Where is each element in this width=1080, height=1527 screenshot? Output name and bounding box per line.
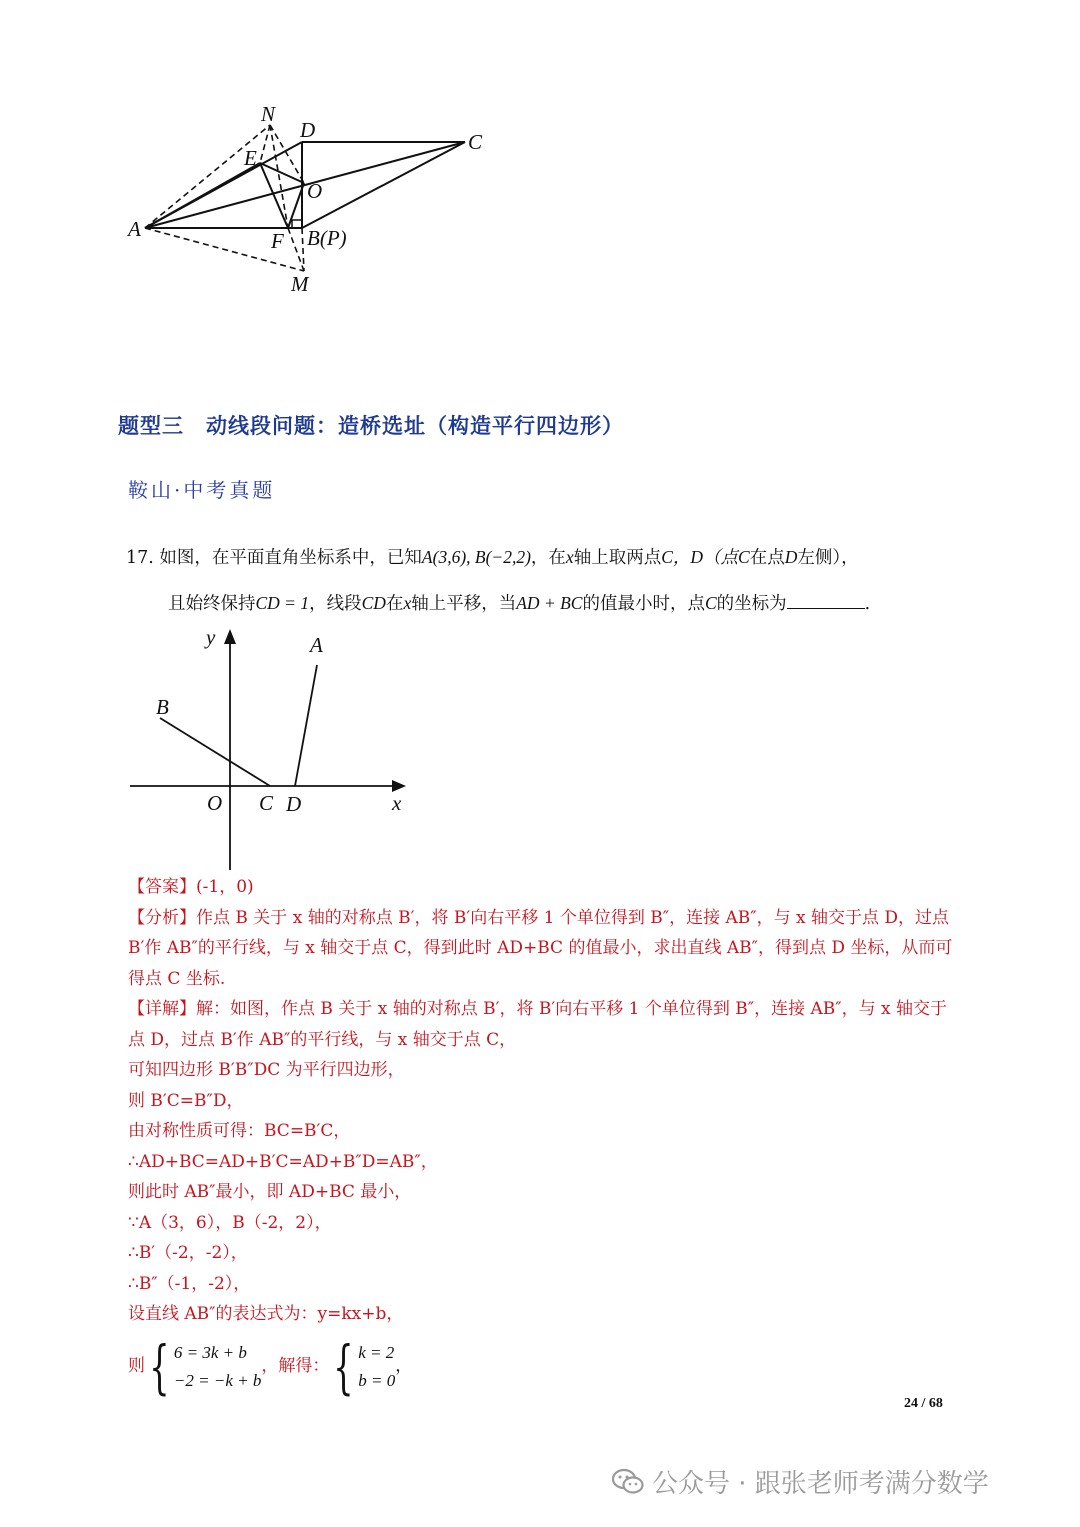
system-equation-2: −2 = −k + b	[173, 1370, 262, 1390]
label-C: C	[259, 791, 274, 815]
y-axis-arrow	[224, 629, 236, 644]
question-text: .	[864, 594, 871, 614]
system-end: ，	[395, 1356, 413, 1377]
question-text: 在	[385, 594, 404, 614]
fig1-label-F: F	[271, 229, 284, 253]
label-B: B	[156, 695, 169, 719]
solution-step: ∵A（3，6），B（-2，2），	[128, 1212, 332, 1233]
solution-step: 则此时 AB″最小，即 AD+BC 最小，	[128, 1182, 412, 1202]
section-number: 题型三	[118, 414, 184, 438]
detail-paragraph: 【详解】解：如图，作点 B 关于 x 轴的对称点 B′，将 B′向右平移 1 个单位得到 B″，连接 AB″，与 x 轴交于点 D，过点 B′作 AB″的平行线，与 x 轴交于点 C，	[128, 999, 947, 1050]
solution-step: 则 B′C=B″D，	[128, 1090, 244, 1111]
question-text: 的值最小时，点	[582, 594, 705, 614]
watermark	[612, 1463, 989, 1500]
answer-blank	[787, 590, 865, 609]
segment-BC	[160, 718, 270, 786]
question-math: AD + BC	[516, 593, 583, 613]
question-number: 17.	[126, 548, 154, 568]
question-math-points: A(3,6), B(−2,2)	[421, 547, 531, 567]
label-y: y	[206, 625, 216, 649]
segment-AD	[295, 665, 317, 786]
section-title	[118, 410, 624, 440]
solution-step: ∴AD+BC=AD+B′C=AD+B″D=AB″，	[128, 1151, 438, 1172]
analysis-paragraph: 【分析】作点 B 关于 x 轴的对称点 B′，将 B′向右平移 1 个单位得到 B″，连接 AB″，与 x 轴交于点 D，过点 B′作 AB″的平行线，与 x 轴交于点 C，得到此时 AD+BC 的值最小，求出直线 AB″，得到点 D 坐标，从而可得点 C 坐标.	[128, 907, 953, 989]
system-equation-1: 6 = 3k + b	[173, 1342, 247, 1362]
question-text: ，线段	[309, 594, 362, 614]
question-text: 在点	[749, 548, 785, 568]
fig1-label-O: O	[307, 179, 323, 203]
solution-step: 设直线 AB″的表达式为：y=kx+b，	[128, 1304, 404, 1324]
fig1-dashed-FM	[288, 228, 304, 271]
question-text: 且始终保持	[168, 594, 256, 614]
question-text: 轴上取两点	[573, 548, 662, 568]
fig1-label-A: A	[128, 217, 141, 241]
fig1-segment-AE	[145, 163, 260, 228]
question-text: 的坐标为	[716, 594, 787, 614]
question-math: CD	[361, 593, 386, 613]
page-number: 24 / 68	[904, 1396, 943, 1411]
solution-step: ∴B′（-2，-2），	[128, 1243, 248, 1263]
left-brace-icon: {	[149, 1332, 170, 1401]
solution-step: ∴B″（-1，-2），	[128, 1273, 251, 1294]
left-brace-icon: {	[333, 1332, 354, 1401]
solved-system	[358, 1339, 395, 1395]
fig1-label-E: E	[244, 146, 257, 170]
system-mid-text: ，解得：	[261, 1356, 330, 1377]
question-math-d: D	[784, 547, 798, 567]
equation-system-row	[128, 1334, 958, 1400]
fig1-segment-AC	[145, 142, 465, 228]
fig1-segment-BC	[302, 142, 465, 228]
question-math: CD = 1	[255, 593, 310, 613]
question-math-c: C	[738, 547, 750, 567]
equation-system	[174, 1339, 261, 1395]
fig1-dashed-AN	[145, 125, 270, 228]
solution-step: 由对称性质可得：BC=B′C，	[128, 1121, 351, 1141]
question-text: 轴上平移，当	[411, 594, 517, 614]
solution-step: 可知四边形 B′B″DC 为平行四边形，	[128, 1060, 405, 1080]
label-x: x	[392, 791, 402, 815]
watermark-text: 公众号 · 跟张老师考满分数学	[652, 1469, 989, 1499]
answer-line: 【答案】(-1，0)	[128, 877, 254, 897]
fig1-label-N: N	[261, 102, 276, 126]
question-text: 左侧），	[797, 548, 859, 568]
wechat-icon	[612, 1468, 644, 1496]
geometry-figure-1	[120, 95, 500, 305]
label-A: A	[310, 633, 323, 657]
solution	[128, 872, 958, 1400]
question-math-x: x	[403, 593, 412, 613]
question-17	[126, 535, 966, 627]
fig1-label-D: D	[300, 118, 316, 142]
fig1-dashed-BM	[302, 228, 304, 271]
question-text-cd: C，D（点	[661, 547, 739, 567]
label-O: O	[207, 791, 223, 815]
fig1-right-angle-mark	[292, 220, 302, 228]
fig1-label-M: M	[291, 272, 309, 296]
fig1-label-BP: B(P)	[307, 226, 347, 250]
system-prefix: 则	[128, 1356, 145, 1377]
source-tag: 鞍山·中考真题	[128, 478, 276, 502]
fig1-dashed-NE	[260, 125, 270, 163]
question-math-x: x	[565, 547, 574, 567]
section-title-text: 动线段问题：造桥选址（构造平行四边形）	[206, 414, 624, 438]
question-math: C	[704, 593, 717, 613]
solved-equation-1: k = 2	[358, 1342, 395, 1362]
question-text: ，在	[530, 548, 566, 568]
label-D: D	[286, 792, 302, 816]
question-text: 如图，在平面直角坐标系中，已知	[159, 548, 422, 568]
solved-equation-2: b = 0	[358, 1370, 396, 1390]
fig1-label-C: C	[468, 130, 483, 154]
coordinate-figure	[120, 620, 420, 875]
fig1-dashed-NF	[270, 125, 288, 228]
